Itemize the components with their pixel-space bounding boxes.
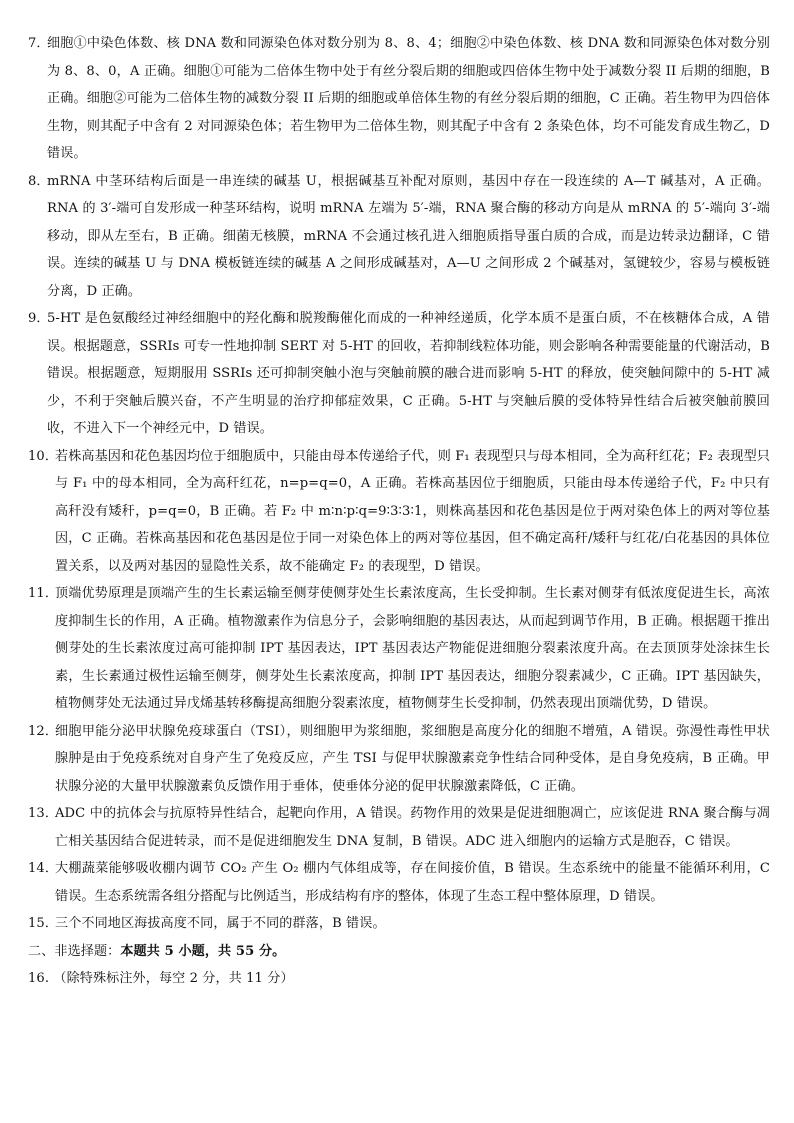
item-text: 若株高基因和花色基因均位于细胞质中，只能由母本传递给子代，则 F₁ 表现型只与母本相同，全为高秆红花；F₂ 表现型只与 F₁ 中的母本相同，全为高秆红花，n=p=q=0，A 正确。若株高基因位于细胞质，只能由母本传递给子代，F₂ 中只有高秆没有矮秆，p=q=0，B 正确。若 F₂ 中 m∶n∶p∶q=9∶3∶3∶1，则株高基因和花色基因是位于两对染色体上的两对等位基因，C 正确。若株高基因和花色基因是位于同一对染色体上的两对等位基因，但不确定高秆/矮秆与红花/白花基因的具体位置关系，以及两对基因的显隐性关系，故不能确定 F₂ 的表现型，D 错误。 — [55, 448, 770, 574]
item-number: 9． — [28, 311, 50, 326]
item-number: 11． — [28, 586, 59, 601]
question-number: 16. — [28, 971, 50, 986]
answer-item-10 — [28, 443, 770, 581]
answer-item-14 — [28, 855, 770, 910]
item-number: 10． — [28, 448, 59, 464]
item-text: 顶端优势原理是顶端产生的生长素运输至侧芽使侧芽处生长素浓度高，生长受抑制。生长素对侧芽有低浓度促进生长，高浓度抑制生长的作用，A 正确。植物激素作为信息分子，会影响细胞的基因表达，从而起到调节作用，B 正确。根据题干推出侧芽处的生长素浓度过高可能抑制 IPT 基因表达，IPT 基因表达产物能促进细胞分裂素浓度升高。在去顶顶芽处涂抹生长素，生长素通过极性运输至侧芽，侧芽处生长素浓度高，抑制 IPT 基因表达，细胞分裂素减少，C 正确。IPT 基因缺失，植物侧芽处无法通过异戊烯基转移酶提高细胞分裂素浓度，植物侧芽生长受抑制，仍然表现出顶端优势，D 错误。 — [55, 586, 770, 711]
question-16-header — [28, 965, 770, 993]
item-number: 14． — [28, 861, 59, 876]
item-text: 5-HT 是色氨酸经过神经细胞中的羟化酶和脱羧酶催化而成的一种神经递质，化学本质不是蛋白质，不在核糖体合成，A 错误。根据题意，SSRIs 可专一性地抑制 SERT 对 5-HT 的回收，若抑制线粒体功能，则会影响各种需要能量的代谢活动，B 错误。根据题意，短期服用 SSRIs 还可抑制突触小泡与突触前膜的融合进而影响 5-HT 的释放，使突触间隙中的 5-HT 减少，不利于突触后膜兴奋，不产生明显的治疗抑郁症效果，C 正确。5-HT 与突触后膜的受体特异性结合后被突触前膜回收，不进入下一个神经元中，D 错误。 — [47, 311, 770, 436]
item-number: 12． — [28, 723, 59, 739]
answer-item-12 — [28, 718, 770, 801]
answer-item-7 — [28, 30, 770, 168]
item-number: 13． — [28, 806, 59, 821]
answer-item-15 — [28, 910, 770, 938]
item-text: ADC 中的抗体会与抗原特异性结合，起靶向作用，A 错误。药物作用的效果是促进细胞凋亡，应该促进 RNA 聚合酶与凋亡相关基因结合促进转录，而不是促进细胞发生 DNA 复制，B 错误。ADC 进入细胞内的运输方式是胞吞，C 错误。 — [55, 806, 770, 849]
answer-page — [28, 30, 770, 993]
answer-item-9 — [28, 305, 770, 443]
item-text: 大棚蔬菜能够吸收棚内调节 CO₂ 产生 O₂ 棚内气体组成等，存在间接价值，B 错误。生态系统中的能量不能循环利用，C 错误。生态系统需各组分搭配与比例适当，形成结构有序的整体，体现了生态工程中整体原理，D 错误。 — [55, 861, 770, 904]
item-text: 细胞甲能分泌甲状腺免疫球蛋白（TSI），则细胞甲为浆细胞，浆细胞是高度分化的细胞不增殖，A 错误。弥漫性毒性甲状腺肿是由于免疫系统对自身产生了免疫反应，产生 TSI 与促甲状腺激素竞争性结合同种受体，是自身免疫病，B 正确。甲状腺分泌的大量甲状腺激素负反馈作用于垂体，使垂体分泌的促甲状腺激素降低，C 正确。 — [55, 723, 770, 794]
answer-item-11 — [28, 580, 770, 718]
answer-item-13 — [28, 800, 770, 855]
question-scoring-note: （除特殊标注外，每空 2 分，共 11 分） — [53, 971, 294, 986]
item-text: 三个不同地区海拔高度不同，属于不同的群落，B 错误。 — [55, 916, 386, 931]
section-title: 二、非选择题： — [28, 943, 121, 959]
item-text: mRNA 中茎环结构后面是一串连续的碱基 U，根据碱基互补配对原则，基因中存在一段连续的 A—T 碱基对，A 正确。RNA 的 3′-端可自发形成一种茎环结构，说明 mRNA 左端为 5′-端，RNA 聚合酶的移动方向是从 mRNA 的 5′-端向 3′-端移动，即从左至右，B 正确。细菌无核膜，mRNA 不会通过核孔进入细胞质指导蛋白质的合成，而是边转录边翻译，C 错误。连续的碱基 U 与 DNA 模板链连续的碱基 A 之间形成碱基对，A—U 之间形成 2 个碱基对，氢键较少，容易与模板链分离，D 正确。 — [47, 173, 770, 299]
item-number: 7． — [28, 36, 50, 51]
item-text: 细胞①中染色体数、核 DNA 数和同源染色体对数分别为 8、8、4；细胞②中染色体数、核 DNA 数和同源染色体对数分别为 8、8、0，A 正确。细胞①可能为二倍体生物中处于有丝分裂后期的细胞或四倍体生物中处于减数分裂 II 后期的细胞，B 正确。细胞②可能为二倍体生物的减数分裂 II 后期的细胞或单倍体生物的有丝分裂后期的细胞，C 正确。若生物甲为四倍体生物，则其配子中含有 2 对同源染色体；若生物甲为二倍体生物，则其配子中含有 2 条染色体，均不可能发育成生物乙，D 错误。 — [47, 36, 770, 161]
item-number: 15． — [28, 916, 59, 931]
item-number: 8． — [28, 173, 50, 189]
section-description: 本题共 5 小题，共 55 分。 — [120, 943, 286, 959]
answer-item-8 — [28, 168, 770, 306]
section-heading — [28, 938, 770, 966]
